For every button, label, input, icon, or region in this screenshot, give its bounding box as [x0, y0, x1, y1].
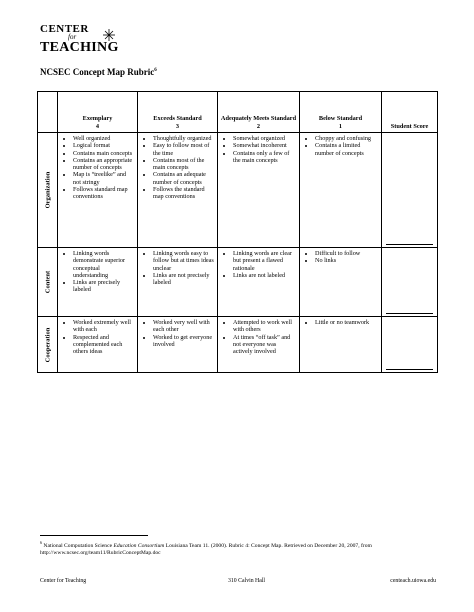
cell-cooperation-exceeds	[138, 317, 218, 373]
criterion-item: • At times “off task” and not everyone was actively involved	[233, 334, 297, 356]
footer-center: 310 Calvin Hall	[228, 578, 266, 584]
criterion-item: • Contains a limited number of concepts	[315, 142, 379, 157]
cell-content-exceeds	[138, 248, 218, 317]
criterion-item: • Map is “treelike” and not stringy	[73, 171, 135, 186]
criterion-item: • Logical format	[73, 142, 135, 149]
footnote-divider	[40, 535, 148, 536]
header-below-standard: Below Standard 1	[300, 92, 382, 133]
score-cell-content[interactable]	[382, 248, 438, 317]
criterion-item: • Worked very well with each other	[153, 319, 215, 334]
header-exceeds-standard: Exceeds Standard 3	[138, 92, 218, 133]
criterion-item: • Somewhat incoherent	[233, 142, 297, 149]
criterion-item: • Linking words demonstrate superior conceptual understanding	[73, 250, 135, 279]
cell-cooperation-adequate	[218, 317, 300, 373]
criterion-item: • Little or no teamwork	[315, 319, 379, 326]
corner-cell	[38, 92, 58, 133]
footer-left: Center for Teaching	[40, 578, 87, 584]
criterion-item: • Linking words are clear but present a flawed rationale	[233, 250, 297, 272]
row-label-content: Content	[38, 248, 58, 317]
page-title: NCSEC Concept Map Rubric$^6$	[40, 67, 157, 77]
title-footnote-mark: 6	[154, 68, 157, 73]
cell-cooperation-below	[300, 317, 382, 373]
row-organization	[38, 133, 438, 248]
score-line	[386, 244, 433, 245]
cell-organization-exemplary	[58, 133, 138, 248]
criterion-item: • Attempted to work well with others	[233, 319, 297, 334]
criterion-item: • Difficult to follow	[315, 250, 379, 257]
footer-right: centeach.uiowa.edu	[390, 578, 436, 584]
criterion-item: • Well organized	[73, 135, 135, 142]
cell-content-exemplary	[58, 248, 138, 317]
criterion-item: • No links	[315, 257, 379, 264]
cell-cooperation-exemplary	[58, 317, 138, 373]
cell-content-below	[300, 248, 382, 317]
footnote: $^6$ National Computation Science Education Consortium Louisiana Team 11. (2000). Rubric 4: Concept Map. Retrieved on December 20, 2007, from http://www.ncsec.org/team11/RubricConceptMap.doc	[40, 540, 372, 557]
row-label-cooperation: Cooperation	[38, 317, 58, 373]
header-student-score: Student Score	[382, 92, 438, 133]
criterion-item: • Linking words easy to follow but at times ideas unclear	[153, 250, 215, 272]
cell-content-adequate	[218, 248, 300, 317]
criterion-item: • Choppy and confusing	[315, 135, 379, 142]
center-for-teaching-logo	[40, 23, 150, 59]
criterion-item: • Worked extremely well with each	[73, 319, 135, 334]
criterion-item: • Contains only a few of the main concepts	[233, 150, 297, 165]
criterion-item: • Contains an adequate number of concepts	[153, 171, 215, 186]
logo-for-text: for	[68, 33, 77, 41]
header-adequately-meets-standard: Adequately Meets Standard 2	[218, 92, 300, 133]
cell-organization-below	[300, 133, 382, 248]
header-row	[38, 92, 438, 133]
row-label-organization: Organization	[38, 133, 58, 248]
criterion-item: • Contains most of the main concepts	[153, 157, 215, 172]
criterion-item: • Respected and complemented each others ideas	[73, 334, 135, 356]
row-content	[38, 248, 438, 317]
criterion-item: • Somewhat organized	[233, 135, 297, 142]
score-cell-cooperation[interactable]	[382, 317, 438, 373]
criterion-item: • Links are precisely labeled	[73, 279, 135, 294]
criterion-item: • Follows the standard map conventions	[153, 186, 215, 201]
criterion-item: • Easy to follow most of the time	[153, 142, 215, 157]
cell-organization-adequate	[218, 133, 300, 248]
score-cell-organization[interactable]	[382, 133, 438, 248]
criterion-item: • Worked to get everyone involved	[153, 334, 215, 349]
logo-center-text: CENTER	[40, 23, 89, 35]
score-line	[386, 369, 433, 370]
criterion-item: • Contains main concepts	[73, 150, 135, 157]
score-line	[386, 313, 433, 314]
rubric-table	[37, 91, 438, 373]
criterion-item: • Links are not labeled	[233, 272, 297, 279]
header-exemplary: Exemplary 4	[58, 92, 138, 133]
sparkle-icon	[102, 28, 116, 42]
logo-teaching-text: TEACHING	[40, 40, 119, 55]
criterion-item: • Thoughtfully organized	[153, 135, 215, 142]
row-cooperation	[38, 317, 438, 373]
criterion-item: • Links are not precisely labeled	[153, 272, 215, 287]
criterion-item: • Contains an appropriate number of concepts	[73, 157, 135, 172]
criterion-item: • Follows standard map conventions	[73, 186, 135, 201]
cell-organization-exceeds	[138, 133, 218, 248]
